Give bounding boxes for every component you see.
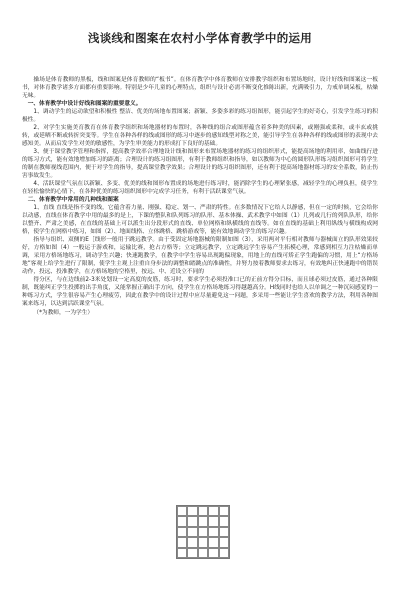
grid-cell xyxy=(177,516,187,526)
body-paragraph: 1、直线 直线是指不变的线，它蕴含着力量、刚强、稳定、划一、严肃的特性。在多数情况下它给人以静感，但在一定的时候，它会给你以动感，直线在体育教学中用的最多的是上，下课的整队和队列练习的队形、基本体操、武术教学中如图（1）几列或几行的列队队形，给你以整齐、严肃之美感，在直线的基础上可以派生出分段形式的直线、单位网格和纵横线的直线等。如在直线的基础上利用纵线与横线构成网格，使学生在网格中练习，如图（2）、地面线格、立体跳格、跳格游戏等，能有效地调动学生的练习兴趣。 xyxy=(22,205,378,235)
body-paragraph: 3、便于课堂教学管理和指挥，提高教学效率合理地设计线和图形来布置场地器材的练习的组织形式，能提高场地的利用率，如曲线行进的练习方式，能有效地增加练习的距离；合理设计的练习组图形，有利于教师组织和指导，如以教师为中心的圆形队形练习组织图形可将学生的制在教师视线范围内，便于对学生的指导，提高课堂教学效果；合理设计的练习组织图形，还有利于提高场地器材练习的安全系数，防止伤害事故发生。 xyxy=(22,149,378,179)
body-paragraph: 得分区，与在边线前2-3米处划设一定高度的皮筋，练习时，要求学生必须投准口已的正前方得分目标，而且球必须过皮筋，通过各种限制，既能纠正学生投掷的出手角度，又能掌握正确出手方向，使学生在方格场地练习得越越高分。H线同时也给人以单调之一种沉闷感觉的一种练习方式，学生很容易产生心理疲劳，因此在教学中的设计过程中应尽量避免这一问题，多采用一些能让学生喜欢的教学方法，利用各种图案来练习，以达到活跃课堂气氛。 xyxy=(22,277,378,307)
figure-legend-note: （*为教师，一为学生） xyxy=(33,310,94,316)
grid-cell xyxy=(187,537,197,547)
body-paragraph: 操场是体育教师的黑板，线和图案是体育教师的“板书”。在体育教学中体育教师在安排教学组织和布置场地时，设计好线和图案这一板书，对体育教学诸多方面都有重要影响。特别是少年儿童的心理特点，组织与设计必需不断变化推陈出新，充满吸引力，力戒单调呆板，枯燥无味。 xyxy=(22,77,378,99)
grid-cell xyxy=(198,548,208,558)
document-title: 浅谈线和图案在农村小学体育教学中的运用 xyxy=(87,31,313,45)
document-body xyxy=(22,76,378,317)
grid-cell xyxy=(219,516,229,526)
grid-cell xyxy=(187,516,197,526)
section-heading: 一、体育教学中设计好线和图案的重要意义。 xyxy=(27,101,142,107)
grid-cell xyxy=(208,548,218,558)
grid-cell xyxy=(177,506,187,516)
body-paragraph: 2、对学生实施美育教育在体育教学组织和场地器材的布置时，各种线的组合或图形蕴含着多种美的因素，或刚强或柔和，或丰玄或挑转，或延晒不断或转折突变等。学生在各种各样的线或图形的练习中逐步的感知线型对称之美，能引导学生在各种各样的线或图形的表现中去感知美。从而启发学生对美的敏感性，为学生审美能力的形成打下良好的基础。 xyxy=(22,125,378,147)
grid-cell xyxy=(219,527,229,537)
grid-cell xyxy=(187,506,197,516)
grid-cell xyxy=(219,506,229,516)
grid-figure xyxy=(176,505,230,559)
grid-cell xyxy=(198,506,208,516)
body-paragraph: 4、活跃课堂气氛在以新颖、多变、优美的线和图形布置成的场地进行练习时，能消除学生的心理紧张感，减轻学生的心理负担，使学生在轻松愉快的心情下，在各种优美的练习组织图形中完成学习任务，有利于活跃课堂气氛。 xyxy=(22,181,378,195)
grid-cell xyxy=(219,537,229,547)
grid-cell xyxy=(187,548,197,558)
grid-cell xyxy=(177,548,187,558)
body-paragraph: 1、调动学生的运动欲望和积极性 整洁、优美的场地布置图案；新颖、多姿多彩的练习组图形，能引起学生的好奇心，引发学生练习的积极性。 xyxy=(22,109,378,123)
section-heading: 二、体育教学中常用的几种线和图案 xyxy=(27,197,119,203)
grid-cell xyxy=(187,527,197,537)
grid-cell xyxy=(208,516,218,526)
grid-cell xyxy=(177,527,187,537)
grid-cell xyxy=(219,548,229,558)
grid-cell xyxy=(177,537,187,547)
grid-cell xyxy=(198,527,208,537)
grid-cell xyxy=(208,527,218,537)
grid-cell xyxy=(198,537,208,547)
grid-cell xyxy=(208,506,218,516)
grid-cell xyxy=(208,537,218,547)
grid-cell xyxy=(198,516,208,526)
body-paragraph: 指导与组织、双侧的E［线形一般用于跳远教学。由于受固定场地器械的限制如图（3），采用两对平行相对教师与器械面立的队形效果较好，方格如图（4）一般运于游戏和，运输比赛，抢占方格等；立定跳远教学，立定跳远学生容易产生拓模心理，常感到相互力注枯燥而单调，采用方格场地练习，调动学生兴趣；快速跑教学，在教学中学生容易出现跑偏现象，用地上的直线可矫正学生跑偏的习惯，用上“方格场地”客观上给学生进行了限制，使学生主观上注重自身步法的调整和踏跳点的准确性，并努力按着教师要求去练习，有效地纠正快速跑中的错误动作，投远、投准教学，在方格场地的空格里，按远、中、近设立不同的 xyxy=(22,237,378,275)
